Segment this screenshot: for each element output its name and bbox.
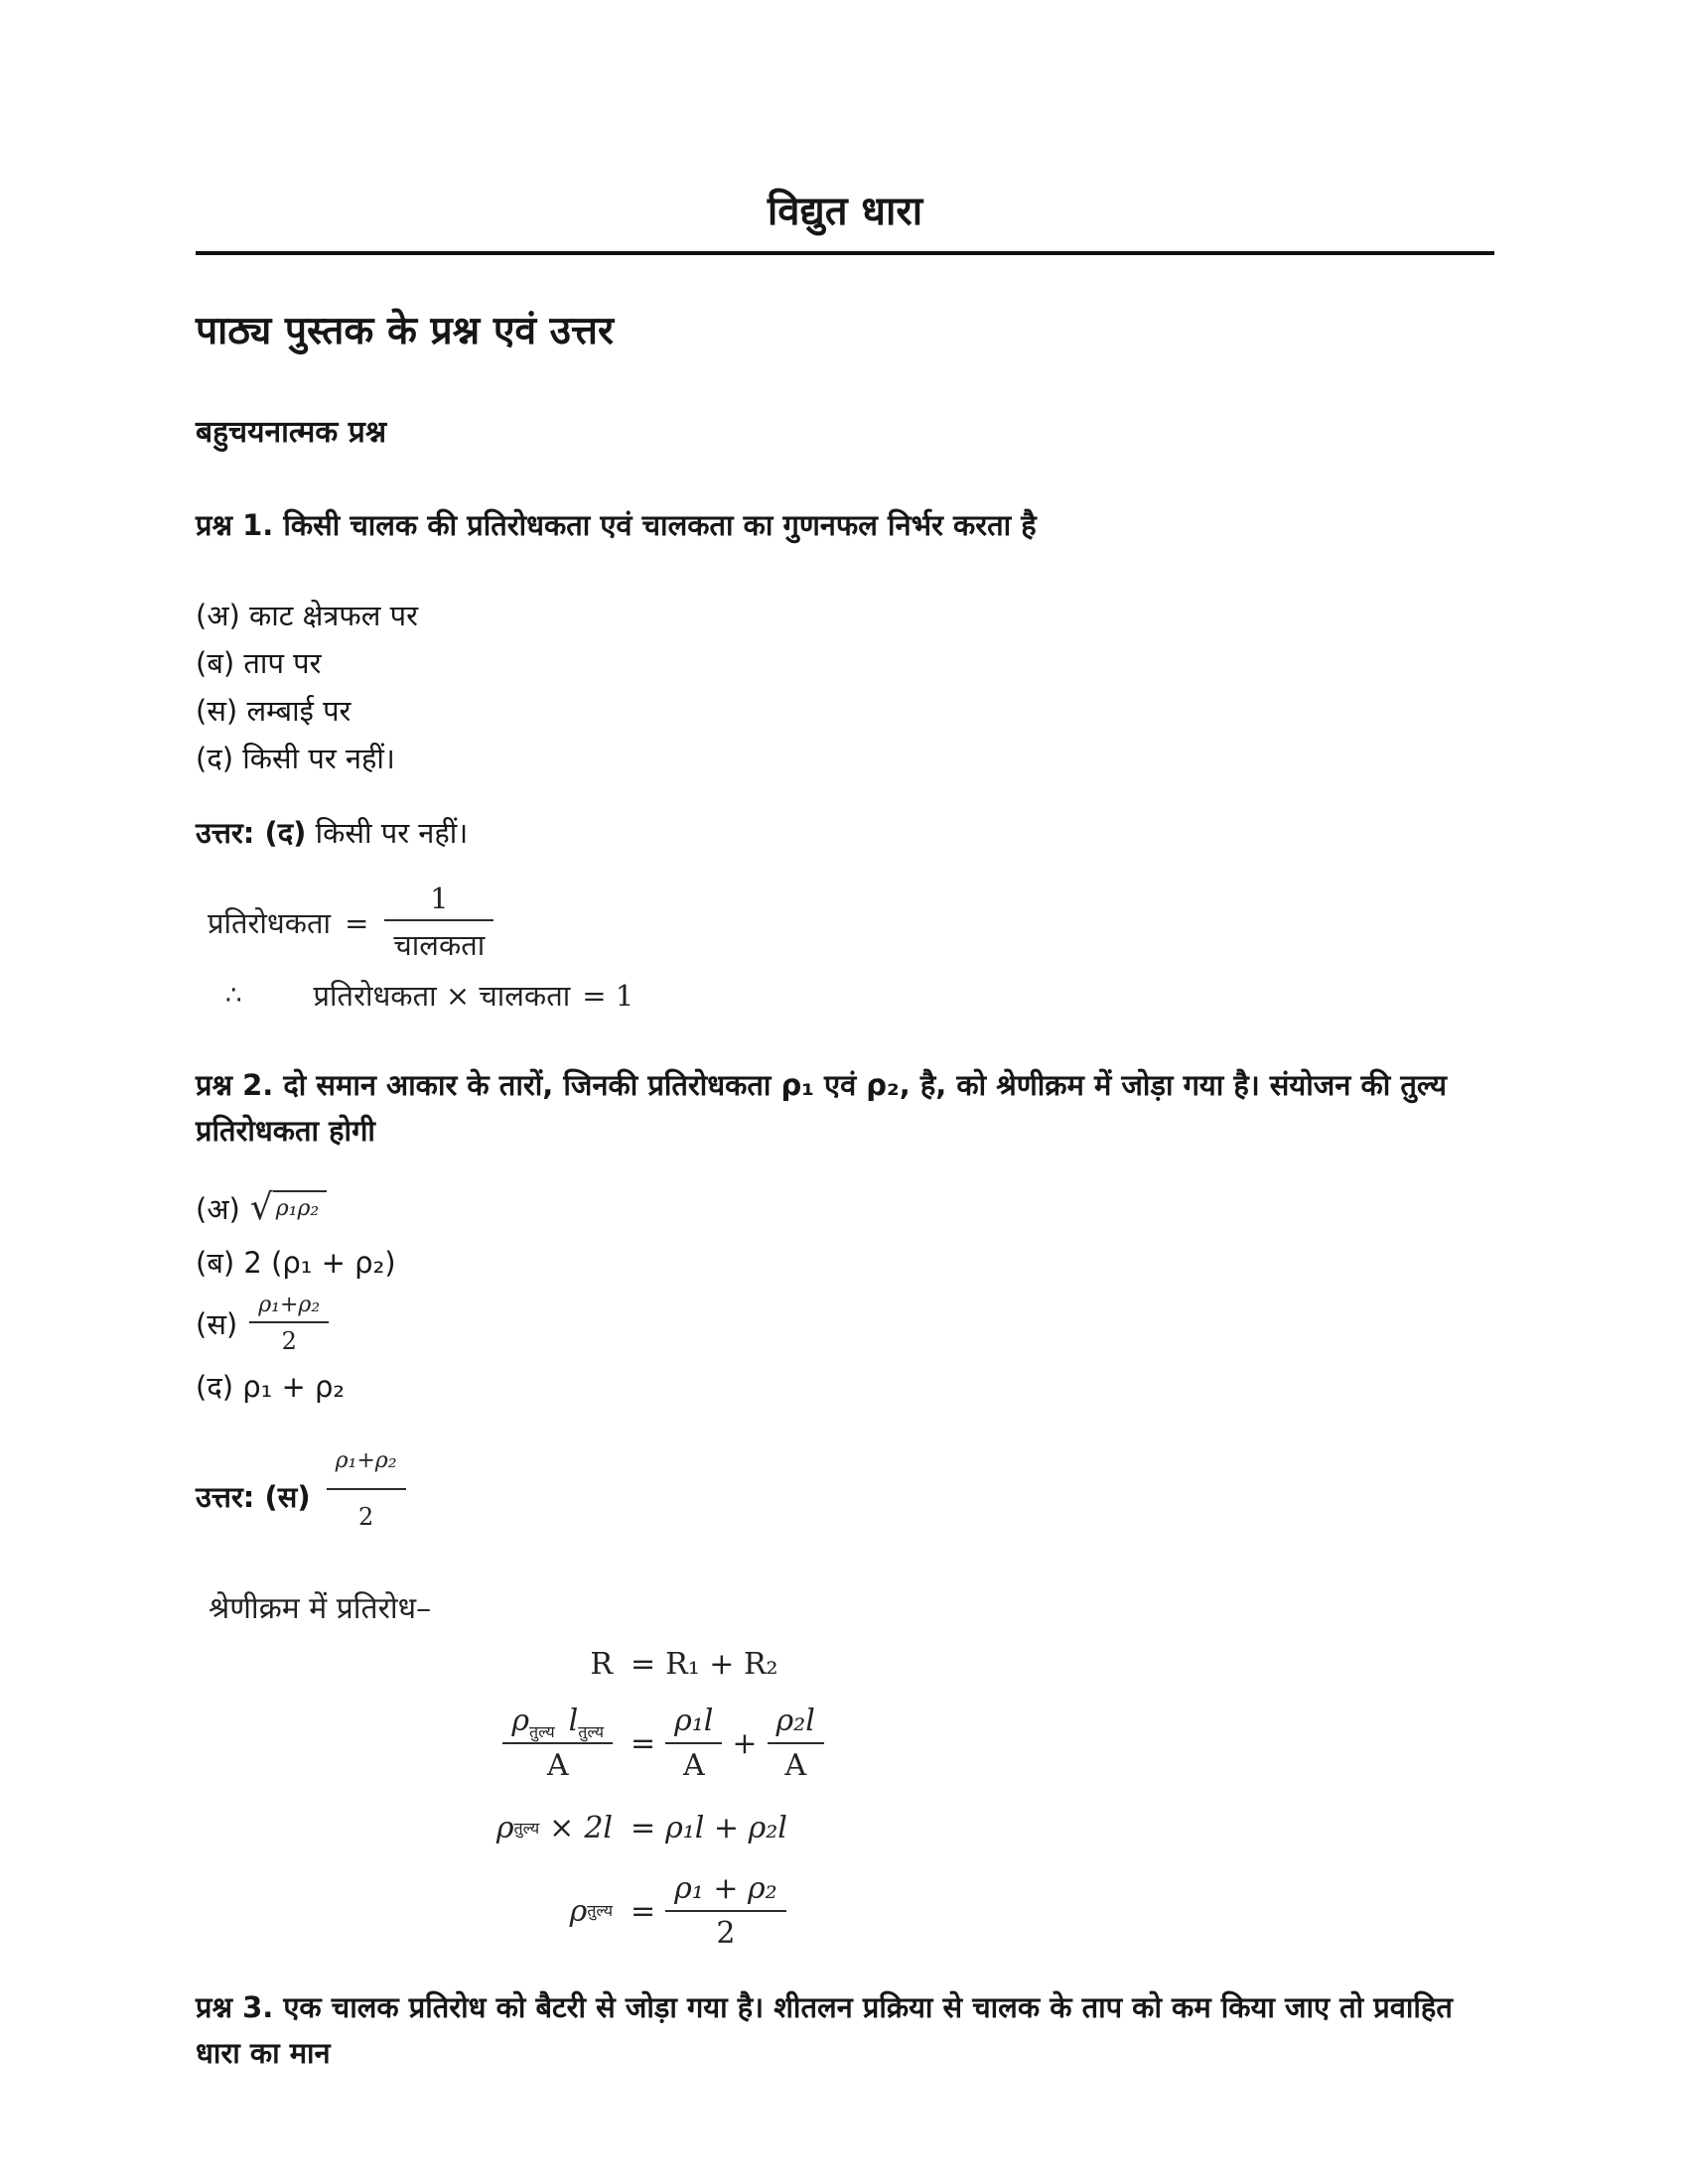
question-1-text: प्रश्न 1. किसी चालक की प्रतिरोधकता एवं चालकता का गुणनफल निर्भर करता है bbox=[196, 508, 1037, 542]
q1-option-d: (द) किसी पर नहीं। bbox=[196, 742, 395, 775]
eq4-lhs: ρ तुल्य bbox=[569, 1893, 613, 1929]
q2-option-d bbox=[196, 1363, 1494, 1409]
radical-sign: √ bbox=[249, 1187, 273, 1228]
product-rhs: = 1 bbox=[582, 978, 634, 1013]
multiply-sign: × bbox=[549, 1811, 575, 1845]
fraction-numerator: ρ₂l bbox=[775, 1704, 815, 1738]
fraction-numerator: ρ₁l bbox=[674, 1704, 714, 1738]
eq4-rhs bbox=[621, 1871, 786, 1951]
equals-sign: = bbox=[345, 905, 369, 940]
equals-sign: = bbox=[631, 1647, 656, 1682]
subsection-heading: बहुचयनात्मक प्रश्न bbox=[196, 415, 387, 450]
therefore-symbol: ∴ bbox=[225, 980, 242, 1011]
q1-answer-text: किसी पर नहीं। bbox=[315, 816, 469, 850]
derivation-eq4 bbox=[196, 1871, 1494, 1951]
derivation-eq3 bbox=[196, 1811, 1494, 1845]
q1-option-b: (ब) ताप पर bbox=[196, 646, 322, 680]
fraction-denominator: चालकता bbox=[384, 919, 493, 964]
formula-lhs: प्रतिरोधकता bbox=[208, 906, 332, 940]
q1-option-a: (अ) काट क्षेत्रफल पर bbox=[196, 599, 418, 632]
fraction-denominator: A bbox=[502, 1742, 613, 1783]
q2-option-a bbox=[196, 1185, 1494, 1231]
q2-option-d-text: (द) ρ₁ + ρ₂ bbox=[196, 1369, 346, 1404]
title-rule bbox=[196, 251, 1494, 255]
q2-option-c bbox=[196, 1293, 1494, 1355]
eq2-rhs bbox=[621, 1704, 824, 1783]
eq4-fraction bbox=[665, 1871, 786, 1951]
radicand: ρ₁ρ₂ bbox=[273, 1190, 328, 1221]
eq2-lhs-fraction bbox=[502, 1704, 613, 1783]
q1-option-c: (स) लम्बाई पर bbox=[196, 694, 352, 728]
resistivity-formula bbox=[208, 882, 1494, 964]
sqrt-expression bbox=[249, 1187, 327, 1228]
product-lhs: प्रतिरोधकता × चालकता bbox=[313, 979, 571, 1013]
eq3-rhs: = ρ₁l + ρ₂l bbox=[631, 1811, 787, 1845]
question-2-text: प्रश्न 2. दो समान आकार के तारों, जिनकी प्रतिरोधकता ρ₁ एवं ρ₂, है, को श्रेणीक्रम में जोड़ा गया है। संयोजन की तुल्य प्रतिरोधकता होगी bbox=[196, 1068, 1447, 1148]
q2-answer-label: उत्तर: (स) bbox=[196, 1480, 311, 1514]
page-title: विद्युत धारा bbox=[767, 189, 923, 234]
q1-answer-label: उत्तर: (द) bbox=[196, 816, 307, 850]
plus-sign: + bbox=[732, 1725, 758, 1761]
q2-option-b bbox=[196, 1239, 1494, 1285]
eq2-term1-fraction bbox=[665, 1704, 722, 1783]
derivation-eq1 bbox=[196, 1647, 1494, 1682]
q1-options bbox=[196, 592, 1494, 782]
eq2-term2-fraction bbox=[768, 1704, 824, 1783]
derivation-intro: श्रेणीक्रम में प्रतिरोध– bbox=[209, 1591, 432, 1626]
q1-formula-block bbox=[208, 882, 1494, 1015]
q2-option-a-label: (अ) bbox=[196, 1191, 240, 1226]
fraction-denominator: 2 bbox=[249, 1321, 329, 1355]
equals-sign: = bbox=[631, 1893, 656, 1929]
fraction-denominator: 2 bbox=[327, 1488, 406, 1540]
fraction-numerator: ρ₁+ρ₂ bbox=[335, 1448, 397, 1473]
fraction-numerator: ρ₁ + ρ₂ bbox=[674, 1871, 777, 1906]
q2-option-b-text: (ब) 2 (ρ₁ + ρ₂) bbox=[196, 1245, 396, 1280]
equals-sign: = bbox=[631, 1725, 656, 1761]
fraction-denominator: 2 bbox=[665, 1910, 786, 1951]
q1-answer bbox=[196, 810, 1494, 856]
fraction-denominator: A bbox=[768, 1742, 824, 1783]
eq1-rhs: = R₁ + R₂ bbox=[631, 1647, 778, 1682]
q2-options bbox=[196, 1185, 1494, 1409]
q2-answer-fraction bbox=[327, 1438, 406, 1540]
eq1-lhs: R bbox=[590, 1647, 613, 1682]
eq2-lhs bbox=[196, 1704, 613, 1783]
fraction-numerator: 1 bbox=[430, 882, 449, 915]
q2-answer bbox=[196, 1446, 1494, 1548]
eq3-lhs: ρ तुल्य × 2l bbox=[495, 1811, 613, 1845]
question-3-text: प्रश्न 3. एक चालक प्रतिरोध को बैटरी से जोड़ा गया है। शीतलन प्रक्रिया से चालक के ताप को कम किया जाए तो प्रवाहित धारा का मान bbox=[196, 1990, 1453, 2070]
formula-fraction bbox=[384, 882, 493, 964]
derivation-block bbox=[196, 1589, 1494, 1951]
section-heading: पाठ्य पुस्तक के प्रश्न एवं उत्तर bbox=[196, 309, 614, 353]
fraction-numerator: ρ₁+ρ₂ bbox=[258, 1293, 321, 1317]
fraction-numerator: $\rho_{तुल्य}$ $l_{तुल्य}$ bbox=[511, 1704, 604, 1741]
derivation-eq2 bbox=[196, 1704, 1494, 1783]
q2-option-c-fraction bbox=[249, 1293, 329, 1355]
q2-option-c-label: (स) bbox=[196, 1307, 238, 1341]
product-formula bbox=[208, 976, 1494, 1015]
equals-sign: = bbox=[631, 1811, 656, 1845]
fraction-denominator: A bbox=[665, 1742, 722, 1783]
